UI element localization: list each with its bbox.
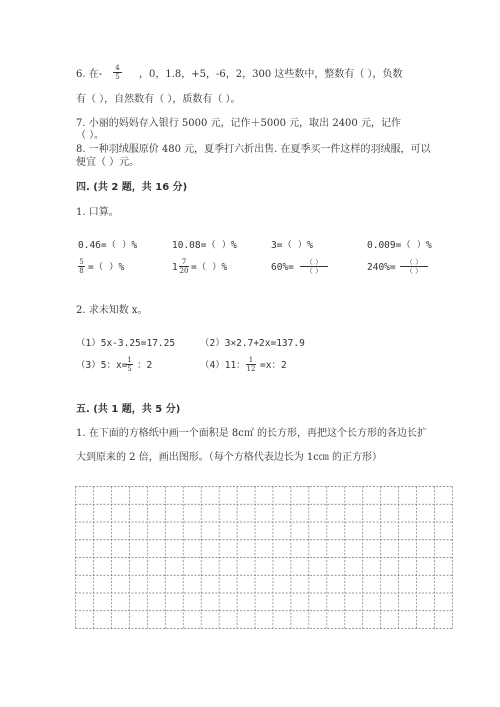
q7-line1: 7. 小丽的妈妈存入银行 5000 元，记作＋5000 元，取出 2400 元，记作 [76,118,401,129]
q7-line2: （ ）。 [76,130,105,141]
q8-line1: 8. 一种羽绒服原价 480 元，夏季打六折出售. 在夏季买一件这样的羽绒服，可以 [76,144,431,155]
equation-4-lead: （4）11： [200,360,246,371]
oral-calc-5-fraction [78,258,85,275]
q6-rest: ，0，1.8，+5，-6，2，300 这些数中，整数有（ ），负数 [139,69,403,80]
equation-3-tail: ：2 [137,360,153,371]
equation-3-fraction [126,356,133,373]
s5-q1-line1: 1. 在下面的方格纸中画一个面积是 8c㎡ 的长方形，再把这个长方形的各边长扩 [76,428,428,439]
grid-paper-svg [75,486,453,629]
oral-calc-8-fraction [400,258,428,275]
oral-calc-7-fraction [300,258,328,275]
oral-calc-6-fraction [179,258,189,275]
frac-num: 7 [181,258,187,266]
q6-fraction [113,64,122,81]
oral-calc-3: 3=（ ）% [271,240,313,251]
oral-calc-4: 0.009=（ ）% [367,240,432,251]
frac-num: （ ） [305,258,323,266]
frac-num: （ ） [405,258,423,266]
equation-2: （2）3×2.7+2x=137.9 [200,338,305,349]
frac-num: 5 [79,258,84,266]
grid-paper[interactable] [75,486,453,629]
equation-3-lead: （3）5：x= [76,360,128,371]
q6-prefix: 6. 在- [76,69,103,80]
equation-4-tail: =x：2 [260,360,287,371]
oral-calc-5-rest: =（ ）% [88,262,125,273]
frac-num: 1 [248,356,254,364]
section4-heading: 四. (共 2 题，共 16 分) [76,182,188,193]
s4-q2-title: 2. 求未知数 x。 [76,305,148,316]
q6-frac-num: 4 [115,64,120,72]
equation-4-fraction [246,356,256,373]
section5-heading: 五. (共 1 题，共 5 分) [76,404,181,415]
frac-den: 5 [127,365,132,373]
oral-calc-8-lead: 240%= [367,262,396,273]
frac-den: （ ） [405,267,423,275]
oral-calc-2: 10.08=（ ）% [172,240,237,251]
oral-calc-6-rest: =（ ）% [191,262,228,273]
frac-den: 8 [79,267,84,275]
frac-num: 1 [127,356,132,364]
s4-q1-title: 1. 口算。 [76,207,119,218]
equation-1: （1）5x-3.25=17.25 [76,338,176,349]
oral-calc-7-lead: 60%= [271,262,294,273]
oral-calc-6-whole: 1 [172,262,178,273]
q6-frac-den: 5 [115,73,120,81]
q8-line2: 便宜（ ）元。 [76,157,140,168]
q6-line2: 有（ ），自然数有（ ），质数有（ ）。 [76,94,241,105]
oral-calc-1: 0.46=（ ）% [78,240,138,251]
s5-q1-line2: 大到原来的 2 倍，画出图形。（每个方格代表边长为 1c㎝ 的正方形） [76,452,383,463]
frac-den: （ ） [305,267,323,275]
frac-den: 20 [179,267,189,275]
frac-den: 12 [246,365,256,373]
